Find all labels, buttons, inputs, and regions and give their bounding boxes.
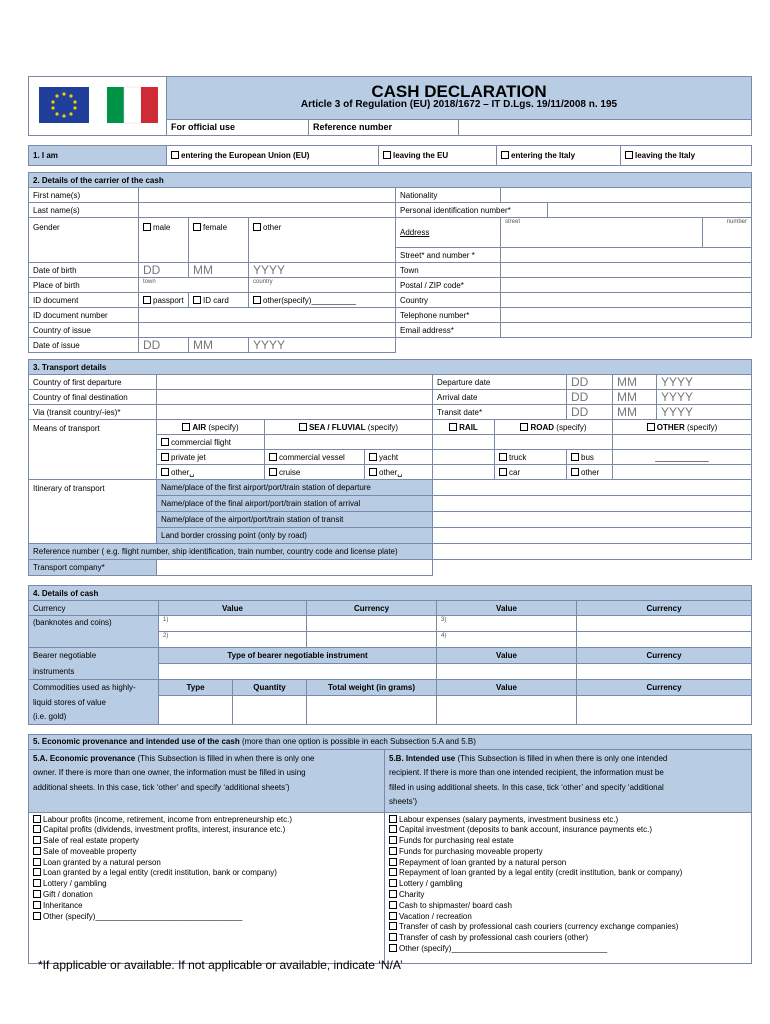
section-4-title: 4. Details of cash (29, 586, 752, 601)
rail-checkbox[interactable] (433, 420, 495, 435)
cash-value-1[interactable] (159, 616, 307, 632)
arrival-date-label: Arrival date (433, 390, 567, 405)
commodities-label-2: liquid stores of value (29, 696, 159, 710)
sea-label: SEA / FLUVIAL (308, 422, 366, 432)
section-3-title: 3. Transport details (29, 360, 752, 375)
5b-text-2: recipient. If there is more than one intended recipient, the information must be (389, 768, 664, 777)
5b-option-2[interactable] (389, 836, 747, 847)
cash-declaration-form (28, 76, 752, 964)
5a-option-4[interactable] (33, 858, 380, 869)
bus-checkbox[interactable] (567, 450, 613, 465)
transit-day-field[interactable]: DD (567, 405, 613, 420)
dob-year-field[interactable]: YYYY (249, 263, 396, 278)
bni-label-2: instruments (29, 664, 159, 680)
5a-option-3[interactable] (33, 847, 380, 858)
banknotes-label: (banknotes and coins) (29, 616, 159, 648)
gender-label: Gender (29, 218, 139, 263)
first-name-field[interactable] (139, 188, 396, 203)
via-field[interactable] (157, 405, 433, 420)
rail-label: RAIL (459, 422, 478, 432)
gender-male-checkbox[interactable] (139, 218, 189, 263)
5b-option-label: Other (specify)___________________________________ (399, 944, 608, 954)
yacht-checkbox[interactable] (365, 450, 433, 465)
reference-number-label: Reference number (309, 120, 459, 136)
comm-currency-field[interactable] (577, 696, 752, 725)
id-other-checkbox[interactable] (249, 293, 396, 308)
5b-option-0[interactable] (389, 815, 747, 826)
leaving-eu-checkbox[interactable] (379, 146, 497, 166)
5b-option-1[interactable] (389, 825, 747, 836)
female-label: female (203, 223, 228, 232)
other-road-label: other (581, 467, 600, 477)
5a-option-9[interactable] (33, 912, 380, 923)
5b-option-9[interactable] (389, 912, 747, 923)
commercial-vessel-checkbox[interactable] (265, 450, 365, 465)
phone-label: Telephone number* (396, 308, 501, 323)
last-name-field[interactable] (139, 203, 396, 218)
5b-option-label: Transfer of cash by professional cash couriers (currency exchange companies) (399, 922, 679, 932)
first-departure-field[interactable] (157, 375, 433, 390)
nationality-label: Nationality (396, 188, 501, 203)
cruise-checkbox[interactable] (265, 465, 365, 480)
cash-currency-4[interactable] (577, 632, 752, 648)
phone-field[interactable] (501, 308, 752, 323)
nationality-field[interactable] (501, 188, 752, 203)
row-4-number: 4) (441, 633, 447, 639)
5a-option-5[interactable] (33, 868, 380, 879)
cash-value-4[interactable] (437, 632, 577, 648)
leaving-italy-label: leaving the Italy (635, 151, 696, 160)
via-label: Via (transit country/-ies)* (29, 405, 157, 420)
other-air-checkbox[interactable] (157, 465, 265, 480)
air-label: AIR (192, 422, 207, 432)
private-jet-label: private jet (171, 452, 206, 462)
flags (29, 77, 167, 136)
comm-value-header: Value (437, 680, 577, 696)
transit-year-field[interactable]: YYYY (657, 405, 752, 420)
dob-label: Date of birth (29, 263, 139, 278)
section-4 (28, 585, 752, 725)
pob-town-field[interactable] (139, 278, 249, 293)
number-hint: number (726, 219, 747, 225)
5b-option-label: Repayment of loan granted by a legal entity (credit institution, bank or company) (399, 868, 683, 878)
issue-month-field[interactable]: MM (189, 338, 249, 353)
pob-country-field[interactable] (249, 278, 396, 293)
currency-header-2: Currency (577, 601, 752, 616)
cash-value-3[interactable] (437, 616, 577, 632)
title-cell (167, 77, 752, 120)
5a-option-label: Sale of real estate property (43, 836, 140, 846)
5b-option-label: Capital investment (deposits to bank account, insurance payments etc.) (399, 825, 653, 835)
country-hint: country (253, 279, 273, 285)
5a-option-label: Other (specify)_________________________________ (43, 911, 243, 921)
regulation-subtitle: Article 3 of Regulation (EU) 2018/1672 – IT D.Lgs. 19/11/2008 n. 195 (300, 99, 618, 111)
town-field[interactable] (501, 263, 752, 278)
commercial-flight-checkbox[interactable] (157, 435, 265, 450)
id-card-checkbox[interactable] (189, 293, 249, 308)
first-name-label: First name(s) (29, 188, 139, 203)
other-transport-checkbox[interactable] (613, 420, 752, 435)
section-1 (28, 145, 752, 166)
reference-field[interactable] (433, 544, 752, 560)
itinerary-border-label: Land border crossing point (only by road) (157, 528, 433, 544)
other-air-label: other␣ (171, 467, 195, 477)
car-checkbox[interactable] (495, 465, 567, 480)
transit-date-label: Transit date* (433, 405, 567, 420)
id-card-label: ID card (203, 295, 229, 305)
dep-year-field[interactable]: YYYY (657, 375, 752, 390)
sea-checkbox[interactable] (265, 420, 433, 435)
number-field[interactable] (703, 218, 752, 248)
id-number-label: ID document number (29, 308, 139, 323)
quantity-header: Quantity (233, 680, 307, 696)
5b-option-7[interactable] (389, 890, 747, 901)
5a-option-label: Labour profits (income, retirement, income from entrepreneurship etc.) (43, 814, 292, 824)
other-sea-checkbox[interactable] (365, 465, 433, 480)
street-number-label: Street* and number * (396, 248, 501, 263)
street-field[interactable] (501, 218, 703, 248)
truck-checkbox[interactable] (495, 450, 567, 465)
5a-text-1: (This Subsection is filled in when there is only one (135, 753, 315, 763)
5b-option-label: Labour expenses (salary payments, investment business etc.) (399, 814, 619, 824)
5b-option-4[interactable] (389, 858, 747, 869)
country-issue-label: Country of issue (29, 323, 139, 338)
5a-description (29, 749, 385, 812)
5b-option-label: Cash to shipmaster/ board cash (399, 900, 512, 910)
itinerary-border-field[interactable] (433, 528, 752, 544)
other-gender-label: other (263, 223, 282, 232)
country-field[interactable] (501, 293, 752, 308)
gender-female-checkbox[interactable] (189, 218, 249, 263)
cruise-label: cruise (279, 467, 301, 477)
yacht-label: yacht (379, 452, 399, 462)
company-label: Transport company* (29, 560, 157, 576)
street-hint: street (505, 219, 521, 225)
other-transport-label: OTHER (656, 422, 685, 432)
5b-option-5[interactable] (389, 868, 747, 879)
5b-options (385, 812, 752, 963)
address-label: Address (396, 218, 501, 248)
5b-title: 5.B. Intended use (389, 753, 456, 763)
other-road-checkbox[interactable] (567, 465, 613, 480)
bni-value-field[interactable] (437, 664, 577, 680)
comm-type-field[interactable] (159, 696, 233, 725)
road-label: ROAD (530, 422, 555, 432)
id-number-field[interactable] (139, 308, 396, 323)
pob-label: Place of birth (29, 278, 139, 293)
sea-spec-label: (specify) (367, 422, 399, 432)
5a-option-label: Capital profits (dividends, investment profits, interest, insurance etc.) (43, 825, 286, 835)
cash-currency-3[interactable] (577, 616, 752, 632)
passport-checkbox[interactable] (139, 293, 189, 308)
first-departure-label: Country of first departure (29, 375, 157, 390)
air-spec-label: (specify) (208, 422, 239, 432)
itinerary-transit-label: Name/place of the airport/port/train station of transit (157, 512, 433, 528)
5a-option-6[interactable] (33, 879, 380, 890)
eu-italy-flags-icon (29, 77, 167, 131)
5a-option-1[interactable] (33, 825, 380, 836)
street-number-field[interactable] (501, 248, 752, 263)
spacer (396, 338, 752, 353)
date-issue-label: Date of issue (29, 338, 139, 353)
5b-option-label: Funds for purchasing moveable property (399, 846, 543, 856)
5a-option-0[interactable] (33, 815, 380, 826)
road-checkbox[interactable] (495, 420, 613, 435)
postal-label: Postal / ZIP code* (396, 278, 501, 293)
bni-currency-field[interactable] (577, 664, 752, 680)
section-3 (28, 359, 752, 576)
entering-italy-label: entering the Italy (511, 151, 576, 160)
issue-day-field[interactable]: DD (139, 338, 189, 353)
5a-option-8[interactable] (33, 901, 380, 912)
comm-currency-header: Currency (577, 680, 752, 696)
row-2-number: 2) (163, 633, 169, 639)
postal-field[interactable] (501, 278, 752, 293)
leaving-italy-checkbox[interactable] (621, 146, 752, 166)
5b-option-label: Funds for purchasing real estate (399, 836, 514, 846)
leaving-eu-label: leaving the EU (393, 151, 449, 160)
cash-currency-1[interactable] (307, 616, 437, 632)
pin-label: Personal identification number* (396, 203, 548, 218)
transit-month-field[interactable]: MM (613, 405, 657, 420)
entering-eu-checkbox[interactable] (167, 146, 379, 166)
itinerary-final-label: Name/place of the final airport/port/train station of arrival (157, 496, 433, 512)
5a-option-label: Lottery / gambling (43, 879, 107, 889)
comm-weight-field[interactable] (307, 696, 437, 725)
entering-italy-checkbox[interactable] (497, 146, 621, 166)
form-header (28, 76, 752, 136)
town-hint: town (143, 279, 156, 285)
car-label: car (509, 467, 521, 477)
5b-option-12[interactable] (389, 944, 747, 955)
5b-option-6[interactable] (389, 879, 747, 890)
5b-option-11[interactable] (389, 933, 747, 944)
5a-option-label: Gift / donation (43, 890, 93, 900)
means-label: Means of transport (29, 420, 157, 480)
dep-month-field[interactable]: MM (613, 375, 657, 390)
currency-header-1: Currency (307, 601, 437, 616)
itinerary-first-label: Name/place of the first airport/port/train station of departure (157, 480, 433, 496)
commercial-vessel-label: commercial vessel (279, 452, 345, 462)
country-issue-field[interactable] (139, 323, 396, 338)
5b-text-1: (This Subsection is filled in when there is only one intended (455, 753, 668, 763)
itinerary-transit-field[interactable] (433, 512, 752, 528)
itinerary-first-field[interactable] (433, 480, 752, 496)
dob-day-field[interactable]: DD (139, 263, 189, 278)
footnote: *If applicable or available. If not applicable or available, indicate ‘N/A’ (38, 958, 403, 972)
last-name-label: Last name(s) (29, 203, 139, 218)
itinerary-final-field[interactable] (433, 496, 752, 512)
passport-label: passport (153, 295, 184, 305)
final-destination-label: Country of final destination (29, 390, 157, 405)
road-spec-label: (specify) (556, 422, 587, 432)
5b-option-8[interactable] (389, 901, 747, 912)
comm-quantity-field[interactable] (233, 696, 307, 725)
itinerary-label: Itinerary of transport (29, 480, 157, 544)
5b-description (385, 749, 752, 812)
official-use-label: For official use (167, 120, 309, 136)
email-label: Email address* (396, 323, 501, 338)
bni-type-header: Type of bearer negotiable instrument (159, 648, 437, 664)
5a-text-2: owner. If there is more than one owner, the information must be filled in using (33, 768, 306, 777)
entering-eu-label: entering the European Union (EU) (181, 151, 310, 160)
bni-currency-header: Currency (577, 648, 752, 664)
5b-option-label: Repayment of loan granted by a natural person (399, 857, 567, 867)
id-doc-label: ID document (29, 293, 139, 308)
section-1-label: 1. I am (29, 146, 167, 166)
other-specify-line[interactable]: ____________ (613, 450, 752, 465)
5b-option-label: Lottery / gambling (399, 879, 463, 889)
5a-text-3: additional sheets. In this case, tick ‘other’ and specify ‘additional sheets’) (33, 782, 290, 792)
reference-number-field[interactable] (459, 120, 752, 136)
5b-option-label: Transfer of cash by professional cash couriers (other) (399, 933, 589, 943)
commodities-label: Commodities used as highly- (29, 680, 159, 696)
arr-day-field[interactable]: DD (567, 390, 613, 405)
commercial-flight-label: commercial flight (171, 437, 232, 447)
currency-label: Currency (29, 601, 159, 616)
id-other-label: other(specify)__________ (263, 295, 356, 305)
5a-title: 5.A. Economic provenance (33, 753, 136, 763)
pin-field[interactable] (548, 203, 752, 218)
town-label: Town (396, 263, 501, 278)
type-header: Type (159, 680, 233, 696)
issue-year-field[interactable]: YYYY (249, 338, 396, 353)
5a-option-2[interactable] (33, 836, 380, 847)
value-header-1: Value (159, 601, 307, 616)
section-5-title-bold: 5. Economic provenance and intended use of the cash (33, 737, 240, 746)
other-spec-label: (specify) (687, 422, 718, 432)
5a-option-label: Loan granted by a legal entity (credit institution, bank or company) (43, 868, 277, 878)
5a-option-label: Sale of moveable property (43, 846, 137, 856)
5b-option-3[interactable] (389, 847, 747, 858)
section-5-title-note: (more than one option is possible in each Subsection 5.A and 5.B) (239, 737, 476, 746)
5b-text-3: filled in using additional sheets. In this case, tick ‘other’ and specify ‘additional (389, 782, 664, 792)
bni-type-field[interactable] (159, 664, 437, 680)
arr-month-field[interactable]: MM (613, 390, 657, 405)
air-checkbox[interactable] (157, 420, 265, 435)
comm-value-field[interactable] (437, 696, 577, 725)
value-header-2: Value (437, 601, 577, 616)
5a-options (29, 812, 385, 963)
cash-currency-2[interactable] (307, 632, 437, 648)
country-label: Country (396, 293, 501, 308)
bus-label: bus (581, 452, 594, 462)
row-3-number: 3) (441, 617, 447, 623)
section-2 (28, 172, 752, 353)
bni-label: Bearer negotiable (29, 648, 159, 664)
row-1-number: 1) (163, 617, 169, 623)
section-2-title: 2. Details of the carrier of the cash (29, 173, 752, 188)
dep-day-field[interactable]: DD (567, 375, 613, 390)
bni-value-header: Value (437, 648, 577, 664)
arr-year-field[interactable]: YYYY (657, 390, 752, 405)
dob-month-field[interactable]: MM (189, 263, 249, 278)
5b-option-label: Charity (399, 890, 425, 900)
5b-text-4: sheets’) (389, 797, 418, 806)
gender-other-checkbox[interactable] (249, 218, 396, 263)
email-field[interactable] (501, 323, 752, 338)
5a-option-label: Inheritance (43, 900, 83, 910)
cash-value-2[interactable] (159, 632, 307, 648)
section-5 (28, 734, 752, 964)
truck-label: truck (509, 452, 527, 462)
commodities-label-3: (i.e. gold) (29, 710, 159, 725)
reference-label: Reference number ( e.g. flight number, ship identification, train number, country code and license plate) (29, 544, 433, 560)
other-sea-label: other␣ (379, 467, 403, 477)
5b-option-label: Vacation / recreation (399, 911, 472, 921)
5a-option-7[interactable] (33, 890, 380, 901)
male-label: male (153, 223, 171, 232)
section-5-title (29, 734, 752, 749)
private-jet-checkbox[interactable] (157, 450, 265, 465)
5b-option-10[interactable] (389, 922, 747, 933)
company-field[interactable] (157, 560, 433, 576)
page-title: CASH DECLARATION (371, 82, 547, 102)
5a-option-label: Loan granted by a natural person (43, 857, 161, 867)
final-destination-field[interactable] (157, 390, 433, 405)
departure-date-label: Departure date (433, 375, 567, 390)
weight-header: Total weight (in grams) (307, 680, 437, 696)
